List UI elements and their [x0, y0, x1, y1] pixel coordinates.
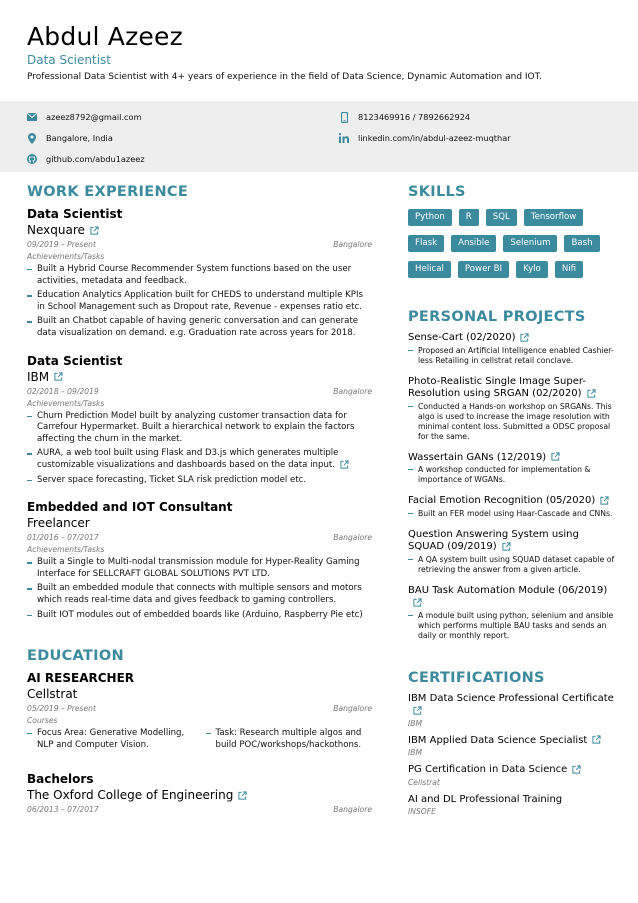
job-entry: [27, 354, 372, 487]
certifications-heading: CERTIFICATIONS: [408, 669, 545, 686]
github-text[interactable]: github.com/abdu1azeez: [46, 154, 145, 164]
contact-band: [0, 101, 638, 172]
external-link-icon[interactable]: [572, 765, 581, 774]
project-entry: [408, 376, 618, 442]
education-dates: 05/2019 – Present: [27, 704, 96, 714]
job-company: Freelancer: [27, 516, 90, 531]
project-entry: [408, 585, 618, 641]
education-entry: [27, 772, 372, 816]
job-subheading: Achievements/Tasks: [27, 398, 105, 408]
skill-tag: Nifi: [555, 261, 583, 278]
skills-heading: SKILLS: [408, 184, 466, 200]
project-title[interactable]: [408, 495, 618, 508]
bullet-item: Server space forecasting, Ticket SLA risk prediction model etc.: [27, 475, 372, 487]
right-column: [408, 183, 618, 817]
project-bullets: [408, 402, 618, 442]
skill-tag: Bash: [564, 235, 599, 252]
project-description: A module built using python, selenium and ansible which performs multiple BAU tasks and sends an daily or monthly report.: [408, 611, 618, 641]
project-title[interactable]: [408, 332, 618, 345]
courses-list: [206, 728, 373, 754]
certification-title: AI and DL Professional Training: [408, 793, 563, 805]
external-link-icon[interactable]: [600, 496, 609, 505]
bullet-item: Education Analytics Application built for CHEDS to understand multiple KPIs in School Management such as Dropout rate, Revenue - expenses ratio etc.: [27, 290, 372, 313]
job-bullets: [27, 264, 372, 340]
bullet-item: Built a Hybrid Course Recommender System functions based on the user activities, metadata and feedback.: [27, 264, 372, 287]
certification-title[interactable]: [408, 764, 618, 777]
education-institution[interactable]: [27, 787, 372, 803]
project-bullets: [408, 509, 618, 519]
project-title[interactable]: [408, 376, 618, 401]
external-link-icon[interactable]: [587, 389, 596, 398]
external-link-icon[interactable]: [90, 226, 99, 235]
bullet-item: Built an Chatbot capable of having generic conversation and can generate data visualization on demand. e.g. Graduation rate across years for 2018.: [27, 316, 372, 339]
profile-summary: Professional Data Scientist with 4+ years of experience in the field of Data Science, Dynamic Automation and IOT.: [27, 72, 542, 82]
skill-tag: SQL: [486, 209, 517, 226]
certification-issuer: IBM: [408, 748, 423, 757]
resume-header: [27, 22, 617, 84]
certification-entry: [408, 735, 618, 759]
candidate-role: Data Scientist: [27, 53, 111, 67]
education-title: AI RESEARCHER: [27, 671, 135, 686]
linkedin-contact[interactable]: [339, 131, 511, 145]
project-entry: [408, 529, 618, 575]
job-entry: [27, 207, 372, 340]
job-dates: 09/2019 – Present: [27, 240, 96, 249]
course-item: Task: Research multiple algos and build POC/workshops/hackothons.: [206, 728, 373, 751]
courses-list: [27, 728, 194, 754]
skills-tags: [408, 209, 608, 278]
external-link-icon[interactable]: [413, 598, 422, 607]
education-entry: [27, 671, 372, 754]
job-entry: [27, 500, 372, 621]
skill-tag: R: [459, 209, 479, 226]
linkedin-icon: [339, 133, 349, 143]
job-meta: [27, 239, 372, 251]
project-description: A QA system built using SQUAD dataset capable of retrieving the answer from a given article.: [408, 555, 618, 575]
skill-tag: Selenium: [503, 235, 557, 252]
education-meta: [27, 703, 372, 715]
email-contact[interactable]: [27, 110, 142, 124]
project-entry: [408, 452, 618, 486]
phone-icon: [339, 112, 349, 122]
job-dates: 02/2018 – 09/2019: [27, 386, 99, 396]
job-title: Data Scientist: [27, 207, 123, 221]
location-text: Bangalore, India: [46, 133, 113, 143]
project-title[interactable]: [408, 452, 618, 465]
external-link-icon[interactable]: [238, 791, 247, 800]
bullet-item: Built IOT modules out of embedded boards like (Arduino, Raspberry Pie etc): [27, 610, 372, 622]
email-text[interactable]: azeez8792@gmail.com: [46, 112, 142, 122]
external-link-icon[interactable]: [340, 460, 349, 469]
project-title-text[interactable]: BAU Task Automation Module (06/2019): [408, 584, 608, 596]
certification-issuer: INSOFE: [408, 807, 436, 816]
project-title-text[interactable]: Sense-Cart (02/2020): [408, 332, 516, 343]
job-dates: 01/2016 – 07/2017: [27, 533, 99, 543]
job-meta: [27, 532, 372, 544]
certification-issuer: IBM: [408, 718, 423, 728]
location-contact: [27, 131, 113, 145]
github-contact[interactable]: [27, 152, 145, 166]
project-bullets: [408, 611, 618, 641]
company-name[interactable]: IBM: [27, 369, 50, 384]
phone-text[interactable]: 8123469916 / 7892662924: [358, 112, 471, 122]
job-title: Data Scientist: [27, 353, 123, 368]
job-bullets: [27, 557, 372, 621]
bullet-text: AURA, a web tool built using Flask and D3.js which generates multiple customizable visualizations and dashboards based on the data input.: [37, 448, 339, 470]
bullet-item: Churn Prediction Model built by analyzing customer transaction data for Carrefour Hypermarket. Built a hierarchical network to explain the factors affecting the churn in the market.: [27, 411, 372, 446]
company-name[interactable]: Nexquare: [27, 223, 85, 237]
certification-title-text[interactable]: PG Certification in Data Science: [408, 764, 568, 775]
project-description: Built an FER model using Haar-Cascade and CNNs.: [408, 509, 618, 519]
certification-title-text[interactable]: IBM Data Science Professional Certificate: [408, 692, 614, 704]
education-subheading: Courses: [27, 716, 58, 726]
project-description: A workshop conducted for implementation & importance of WGANs.: [408, 465, 618, 485]
left-column: [27, 183, 372, 816]
project-title[interactable]: [408, 529, 618, 554]
project-description: Conducted a Hands-on workshop on SRGANs. This algo is used to increase the image resolution with minimal content loss. Submitted a ODSC proposal for the same.: [408, 402, 618, 442]
project-description: Proposed an Artificial Intelligence enabled Cashier-less Retailing in cellstrat retail conclave.: [408, 346, 618, 366]
skill-tag: Helical: [408, 261, 451, 278]
project-entry: [408, 495, 618, 519]
job-location: Bangalore: [333, 533, 372, 543]
project-title-text[interactable]: Photo-Realistic Single Image Super-Resolution using SRGAN (02/2020): [408, 375, 586, 399]
candidate-name: Abdul Azeez: [27, 22, 183, 51]
work-experience-heading: WORK EXPERIENCE: [27, 184, 189, 200]
certification-entry: [408, 764, 618, 788]
job-company[interactable]: [27, 369, 372, 385]
education-location: Bangalore: [333, 805, 372, 815]
phone-contact[interactable]: [339, 110, 470, 124]
project-title-text[interactable]: Facial Emotion Recognition (05/2020): [408, 495, 596, 506]
certification-title-text[interactable]: IBM Applied Data Science Specialist: [408, 734, 588, 746]
certification-title[interactable]: [408, 735, 618, 748]
bullet-item: Built a Single to Multi-nodal transmission module for Hyper-Reality Gaming Interface for SELLCRAFT GLOBAL SOLUTIONS PVT LTD.: [27, 557, 372, 580]
external-link-icon[interactable]: [551, 452, 560, 461]
job-subheading: Achievements/Tasks: [27, 545, 105, 555]
location-pin-icon: [27, 133, 37, 143]
education-institution: Cellstrat: [27, 687, 78, 702]
project-title-text[interactable]: Wassertain GANs (12/2019): [408, 451, 547, 463]
bullet-item: [27, 448, 372, 471]
education-meta: [27, 804, 372, 816]
external-link-icon[interactable]: [502, 542, 511, 551]
external-link-icon[interactable]: [413, 706, 422, 715]
skill-tag: Flask: [408, 235, 444, 252]
education-dates: 06/2013 – 07/2017: [27, 805, 99, 815]
skill-tag: Python: [408, 209, 452, 226]
external-link-icon[interactable]: [54, 372, 63, 381]
job-meta: [27, 386, 372, 398]
skill-tag: Ansible: [451, 235, 496, 252]
project-bullets: [408, 555, 618, 575]
project-title-text[interactable]: Question Answering System using SQUAD (09/2019): [408, 528, 579, 552]
github-icon: [27, 154, 37, 164]
course-item: Focus Area: Generative Modelling, NLP and Computer Vision.: [27, 728, 194, 751]
skill-tag: Kylo: [516, 261, 548, 278]
job-title: Embedded and IOT Consultant: [27, 500, 233, 515]
institution-name[interactable]: The Oxford College of Engineering: [27, 788, 234, 803]
project-bullets: [408, 346, 618, 366]
education-location: Bangalore: [333, 704, 372, 714]
job-location: Bangalore: [333, 386, 372, 396]
certification-entry: [408, 693, 618, 729]
courses-columns: [27, 727, 372, 754]
skill-tag: Tensorflow: [524, 209, 584, 226]
education-title: Bachelors: [27, 772, 94, 787]
job-location: Bangalore: [333, 240, 372, 249]
linkedin-text[interactable]: linkedin.com/in/abdul-azeez-muqthar: [358, 133, 511, 143]
job-company[interactable]: [27, 222, 372, 238]
certification-title[interactable]: [408, 693, 618, 718]
job-subheading: Achievements/Tasks: [27, 252, 105, 261]
certification-issuer: Cellstrat: [408, 777, 440, 787]
certification-entry: [408, 794, 618, 818]
job-bullets: [27, 411, 372, 487]
external-link-icon[interactable]: [520, 333, 529, 342]
project-entry: [408, 332, 618, 366]
personal-projects-heading: PERSONAL PROJECTS: [408, 309, 586, 325]
envelope-icon: [27, 112, 37, 122]
skill-tag: Power BI: [458, 261, 509, 278]
education-heading: EDUCATION: [27, 648, 124, 665]
bullet-item: Built an embedded module that connects with multiple sensors and motors which reads real-time data and gives feedback to gaming controllers.: [27, 583, 372, 606]
external-link-icon[interactable]: [592, 735, 601, 744]
project-bullets: [408, 465, 618, 485]
project-title[interactable]: [408, 585, 618, 610]
